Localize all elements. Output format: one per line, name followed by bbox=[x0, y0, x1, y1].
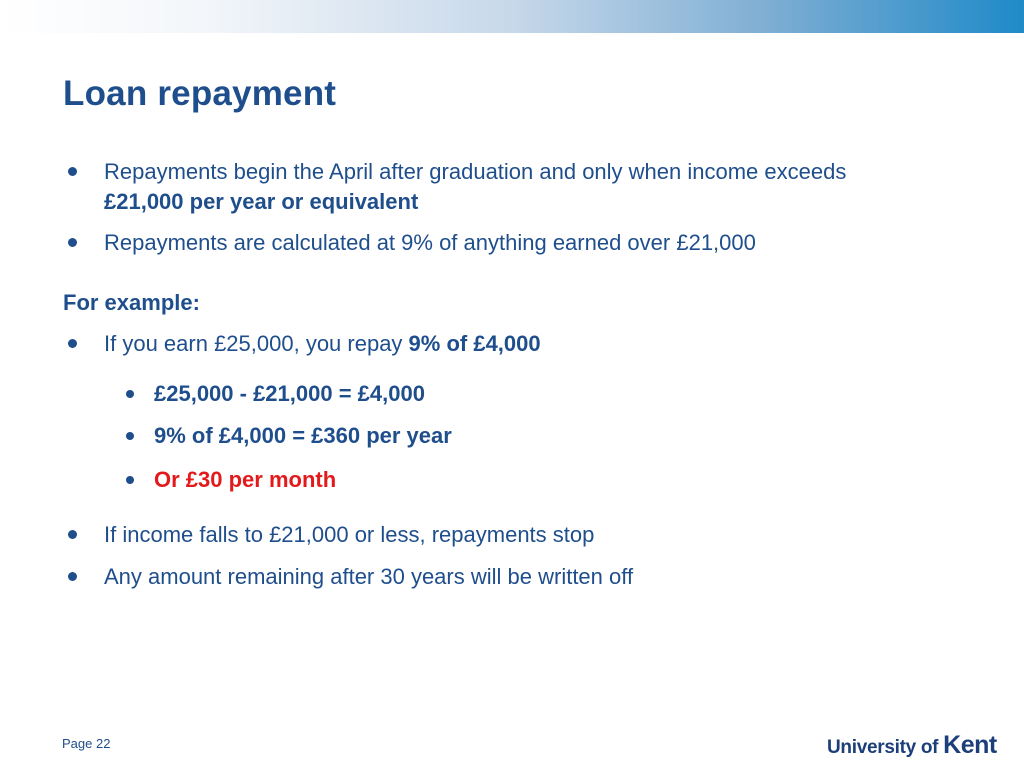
bullet-repayments-begin: Repayments begin the April after graduation and only when income exceeds bbox=[104, 159, 847, 184]
logo-prefix: University of bbox=[827, 737, 944, 758]
bullet-income-falls: If income falls to £21,000 or less, repayments stop bbox=[104, 522, 595, 547]
bullet-written-off: Any amount remaining after 30 years will be written off bbox=[104, 564, 634, 589]
example-earn-amount: 9% of £4,000 bbox=[408, 331, 541, 356]
bullet-icon bbox=[68, 238, 77, 247]
sub-bullet-icon bbox=[126, 476, 134, 484]
bullet-icon bbox=[68, 572, 77, 581]
sub-bullet-yearly: 9% of £4,000 = £360 per year bbox=[154, 423, 452, 448]
slide-title: Loan repayment bbox=[63, 74, 337, 113]
bullet-icon bbox=[68, 530, 77, 539]
bullet-repayments-begin-threshold: £21,000 per year or equivalent bbox=[104, 189, 419, 214]
sub-bullet-difference: £25,000 - £21,000 = £4,000 bbox=[154, 381, 425, 406]
university-logo bbox=[827, 731, 997, 760]
bullet-icon bbox=[68, 167, 77, 176]
bullet-example-earn bbox=[104, 329, 541, 358]
sub-bullet-icon bbox=[126, 432, 134, 440]
sub-bullet-monthly: Or £30 per month bbox=[154, 467, 337, 492]
logo-name: Kent bbox=[943, 731, 997, 759]
sub-bullet-icon bbox=[126, 390, 134, 398]
bullet-icon bbox=[68, 339, 77, 348]
page-number: Page 22 bbox=[62, 736, 111, 751]
header-gradient-bar bbox=[0, 0, 1024, 33]
example-earn-text: If you earn £25,000, you repay bbox=[104, 331, 409, 356]
example-heading: For example: bbox=[63, 290, 200, 315]
bullet-repayments-calculated: Repayments are calculated at 9% of anything earned over £21,000 bbox=[104, 230, 756, 255]
